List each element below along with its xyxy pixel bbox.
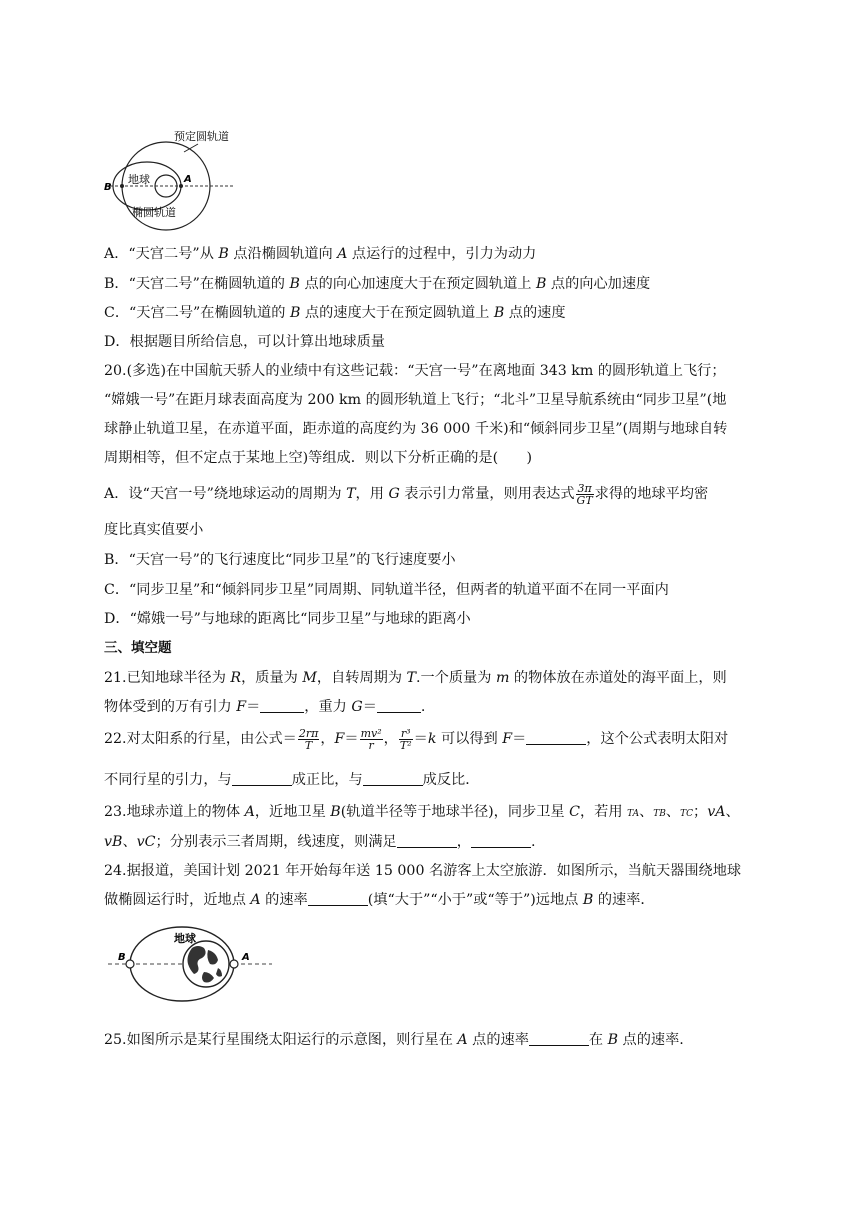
q19-option-a: A．“天宫二号”从 B 点沿椭圆轨道向 A 点运行的过程中，引力为动力 <box>104 246 537 262</box>
point-a-label: A <box>242 952 250 963</box>
answer-blank[interactable] <box>397 833 457 848</box>
point-b-label: B <box>118 952 126 963</box>
point-a-label: A <box>184 174 192 185</box>
q24-line2: 做椭圆运行时，近地点 A 的速率 (填“大于”“小于”或“等于”)远地点 B 的速率． <box>104 892 655 908</box>
q19-option-c: C．“天宫二号”在椭圆轨道的 B 点的速度大于在预定圆轨道上 B 点的速度 <box>104 305 566 321</box>
q22-line1: 22.对太阳系的行星，由公式＝ $\frac{2r\pi}{T}$ ，F＝ $\frac{\text{mv²}}{r}$ ， $\frac{\text{r³}}{\text{T²}}$ ＝k 可以得到 F＝ ，这个公式表明太阳对 <box>104 726 729 752</box>
q23-line2: vB、vC；分别表示三者周期，线速度，则满足 ， . <box>104 834 536 850</box>
q20-option-c: C．“同步卫星”和“倾斜同步卫星”同周期、同轨道半径，但两者的轨道平面不在同一平面内 <box>104 582 669 598</box>
q20-option-a-line1: A．设“天宫一号”绕地球运动的周期为 T，用 G 表示引力常量，则用表达式 $\frac{3\pi}{GT}$ 求得的地球平均密 <box>104 481 709 507</box>
earth-label: 地球 <box>128 173 150 186</box>
answer-blank[interactable] <box>471 833 531 848</box>
q21-line2: 物体受到的万有引力 F＝ ，重力 G＝ . <box>104 699 426 715</box>
answer-blank[interactable] <box>526 730 586 745</box>
q25-line: 25.如图所示是某行星围绕太阳运行的示意图，则行星在 A 点的速率 在 B 点的速率. <box>104 1032 684 1048</box>
orbit-diagram-2 <box>104 920 274 1008</box>
ellipse-orbit-label: 椭圆轨道 <box>132 206 176 219</box>
q22-line2: 不同行星的引力，与 成正比，与 成反比． <box>104 772 480 788</box>
answer-blank[interactable] <box>232 771 292 786</box>
q19-option-d: D．根据题目所给信息，可以计算出地球质量 <box>104 334 385 350</box>
earth-label: 地球 <box>174 932 196 945</box>
q20-option-b: B．“天宫一号”的飞行速度比“同步卫星”的飞行速度要小 <box>104 552 456 568</box>
q20-option-a-line2: 度比真实值要小 <box>104 522 204 538</box>
orbit-diagram-1 <box>102 124 242 232</box>
q20-stem-line2: “嫦娥一号”在距月球表面高度为 200 km 的圆形轨道上飞行；“北斗”卫星导航系统由“同步卫星”(地 <box>104 392 727 408</box>
q20-option-d: D．“嫦娥一号”与地球的距离比“同步卫星”与地球的距离小 <box>104 611 471 627</box>
q20-stem-line4: 周期相等，但不定点于某地上空)等组成．则以下分析正确的是( ) <box>104 450 533 466</box>
answer-blank[interactable] <box>377 698 421 713</box>
q20-stem-line3: 球静止轨道卫星，在赤道平面，距赤道的高度约为 36 000 千米)和“倾斜同步卫星”(周期与地球自转 <box>104 421 728 437</box>
section-fill-blank-heading: 三、填空题 <box>104 640 172 656</box>
answer-blank[interactable] <box>529 1031 589 1046</box>
answer-blank[interactable] <box>260 698 304 713</box>
point-b-label: B <box>104 182 112 193</box>
answer-blank[interactable] <box>308 891 368 906</box>
preset-orbit-label: 预定圆轨道 <box>174 130 229 143</box>
q24-line1: 24.据报道，美国计划 2021 年开始每年送 15 000 名游客上太空旅游．如图所示，当航天器围绕地球 <box>104 863 742 879</box>
answer-blank[interactable] <box>363 771 423 786</box>
density-fraction: $\frac{3\pi}{GT}$ <box>576 481 593 507</box>
q23-line1: 23.地球赤道上的物体 A，近地卫星 B(轨道半径等于地球半径)，同步卫星 C，若用 TA、TB、TC；vA、 <box>104 804 740 820</box>
q20-stem-line1: 20.(多选)在中国航天骄人的业绩中有这些记载：“天宫一号”在离地面 343 km 的圆形轨道上飞行； <box>104 363 726 379</box>
q19-option-b: B．“天宫二号”在椭圆轨道的 B 点的向心加速度大于在预定圆轨道上 B 点的向心加速度 <box>104 276 651 292</box>
q21-line1: 21.已知地球半径为 R，质量为 M，自转周期为 T.一个质量为 m 的物体放在赤道处的海平面上，则 <box>104 670 727 686</box>
